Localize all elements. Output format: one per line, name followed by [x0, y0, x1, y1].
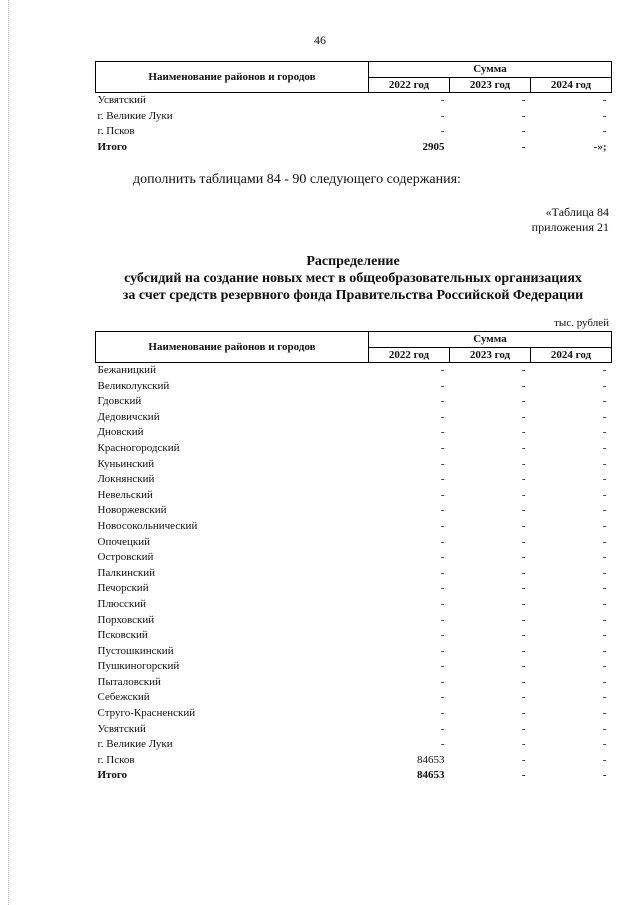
column-header-2023: 2023 год [450, 347, 531, 363]
heading-line-1: Распределение [306, 254, 400, 269]
cell-2023: - [521, 551, 526, 564]
cell-2024: - [602, 504, 607, 517]
cell-name: Великолукский [97, 379, 170, 392]
cell-name: Себежский [97, 691, 150, 704]
table-row [96, 706, 612, 722]
cell-name: Пушкиногорский [97, 660, 180, 673]
cell-2023: - [521, 441, 526, 454]
cell-name: Плюсский [97, 597, 147, 610]
cell-2024: - [602, 644, 607, 657]
cell-2022: - [440, 675, 445, 688]
table-row [96, 737, 612, 753]
table-row [96, 503, 612, 519]
cell-2023: - [521, 582, 526, 595]
cell-2023: - [521, 738, 526, 751]
cell-2024: - [602, 738, 607, 751]
cell-2022: - [440, 613, 445, 626]
cell-name: Пустошкинский [97, 644, 174, 657]
cell-2023: - [521, 395, 526, 408]
cell-2022: 84653 [417, 753, 445, 766]
cell-name: Псковский [97, 629, 148, 642]
table-total-row [96, 140, 612, 156]
table-body [96, 93, 612, 156]
cell-2023: - [521, 613, 526, 626]
column-header-2022: 2022 год [369, 77, 450, 93]
cell-name: Усвятский [97, 722, 146, 735]
table-row [96, 363, 612, 379]
table-row [96, 124, 612, 140]
cell-2023: - [521, 457, 526, 470]
column-header-2024: 2024 год [531, 347, 612, 363]
table-label-number: «Таблица 84 [545, 205, 609, 219]
cell-2022: - [440, 125, 445, 137]
cell-2023: - [521, 140, 526, 153]
cell-2023: - [521, 379, 526, 392]
cell-2024: - [602, 519, 607, 532]
table-row [96, 109, 612, 125]
table-row [96, 441, 612, 457]
cell-2022: - [440, 109, 445, 122]
cell-2024: -»; [593, 140, 607, 153]
table-total-row [96, 768, 612, 784]
cell-2022: - [440, 722, 445, 735]
cell-name: Островский [97, 551, 154, 564]
cell-2022: - [440, 629, 445, 642]
cell-name: Усвятский [97, 94, 146, 106]
table-row [96, 519, 612, 535]
cell-2022: 84653 [417, 769, 445, 782]
cell-2023: - [521, 426, 526, 439]
table-row [96, 644, 612, 660]
cell-2024: - [602, 379, 607, 392]
cell-2023: - [521, 94, 526, 106]
cell-2023: - [521, 629, 526, 642]
table-row [96, 753, 612, 769]
cell-2023: - [521, 109, 526, 122]
cell-2023: - [521, 488, 526, 501]
cell-2024: - [602, 629, 607, 642]
table-row [96, 535, 612, 551]
column-header-name: Наименование районов и городов [96, 62, 369, 93]
cell-2022: - [440, 660, 445, 673]
cell-2023: - [521, 504, 526, 517]
table-row [96, 550, 612, 566]
cell-name: г. Великие Луки [97, 109, 173, 122]
heading-line-2: субсидий на создание новых мест в общеобразовательных организациях [124, 271, 582, 286]
table-row [96, 394, 612, 410]
cell-2024: - [602, 597, 607, 610]
cell-name: Новосокольнический [97, 519, 198, 532]
column-header-2022: 2022 год [369, 347, 450, 363]
cell-2024: - [602, 691, 607, 704]
column-header-2023: 2023 год [450, 77, 531, 93]
cell-name: Дедовичский [97, 410, 160, 423]
cell-name: Бежаницкий [97, 364, 156, 376]
cell-name: Гдовский [97, 395, 142, 408]
cell-2023: - [521, 597, 526, 610]
column-header-name: Наименование районов и городов [96, 332, 369, 363]
cell-2024: - [602, 457, 607, 470]
cell-2022: - [440, 364, 445, 376]
cell-name: Локнянский [97, 473, 155, 486]
cell-name: Куньинский [97, 457, 155, 470]
cell-2024: - [602, 488, 607, 501]
heading-line-3: за счет средств резервного фонда Правительства Российской Федерации [122, 288, 584, 303]
table-continuation [95, 61, 612, 155]
cell-2024: - [602, 551, 607, 564]
cell-2022: - [440, 582, 445, 595]
cell-2022: - [440, 707, 445, 720]
cell-2024: - [602, 473, 607, 486]
cell-2022: - [440, 395, 445, 408]
table-84 [95, 331, 612, 784]
cell-2024: - [602, 707, 607, 720]
table-row [96, 457, 612, 473]
cell-2024: - [602, 613, 607, 626]
cell-2024: - [602, 125, 607, 137]
cell-2024: - [602, 660, 607, 673]
cell-2022: - [440, 551, 445, 564]
cell-2024: - [602, 364, 607, 376]
cell-2022: - [440, 473, 445, 486]
cell-2024: - [602, 722, 607, 735]
table-row [96, 581, 612, 597]
cell-2023: - [521, 473, 526, 486]
cell-2024: - [602, 410, 607, 423]
table-label-appendix: приложения 21 [531, 220, 609, 234]
cell-2022: - [440, 426, 445, 439]
cell-name: Струго-Красненский [97, 707, 196, 720]
cell-2022: - [440, 488, 445, 501]
cell-2022: - [440, 597, 445, 610]
cell-2024: - [602, 109, 607, 122]
column-header-sum: Сумма [369, 62, 612, 78]
table-row [96, 425, 612, 441]
cell-2023: - [521, 722, 526, 735]
cell-name: г. Великие Луки [97, 738, 173, 751]
cell-name: Невельский [97, 488, 153, 501]
table-row [96, 722, 612, 738]
page-number: 46 [314, 33, 326, 47]
table-row [96, 613, 612, 629]
cell-2024: - [602, 441, 607, 454]
table-body [96, 363, 612, 785]
cell-2024: - [602, 395, 607, 408]
cell-2023: - [521, 125, 526, 137]
amendment-text: дополнить таблицами 84 - 90 следующего содержания: [133, 172, 461, 187]
cell-2022: - [440, 441, 445, 454]
table-row [96, 472, 612, 488]
table-row [96, 690, 612, 706]
cell-2022: - [440, 644, 445, 657]
cell-name: Печорский [97, 582, 149, 595]
cell-name: Дновский [97, 426, 144, 439]
cell-2022: - [440, 457, 445, 470]
table-row [96, 488, 612, 504]
cell-2024: - [602, 675, 607, 688]
cell-2024: - [602, 566, 607, 579]
cell-2024: - [602, 426, 607, 439]
cell-name: Палкинский [97, 566, 156, 579]
cell-2023: - [521, 660, 526, 673]
cell-2023: - [521, 691, 526, 704]
cell-2022: - [440, 535, 445, 548]
table-row [96, 628, 612, 644]
cell-2024: - [602, 582, 607, 595]
cell-2023: - [521, 410, 526, 423]
cell-2022: - [440, 738, 445, 751]
cell-2023: - [521, 675, 526, 688]
cell-name: Порховский [97, 613, 155, 626]
table-row [96, 410, 612, 426]
cell-name: Опочецкий [97, 535, 150, 548]
cell-2022: - [440, 504, 445, 517]
table-row [96, 659, 612, 675]
cell-2022: - [440, 519, 445, 532]
cell-2022: - [440, 94, 445, 106]
table-row [96, 379, 612, 395]
page-left-edge-rule [8, 0, 9, 905]
cell-2023: - [521, 769, 526, 782]
cell-name: Итого [97, 140, 128, 153]
table-row [96, 93, 612, 109]
column-header-sum: Сумма [369, 332, 612, 348]
table-label [532, 205, 609, 235]
cell-name: Пыталовский [97, 675, 161, 688]
cell-2024: - [602, 753, 607, 766]
cell-2023: - [521, 364, 526, 376]
cell-name: Итого [97, 769, 128, 782]
column-header-2024: 2024 год [531, 77, 612, 93]
cell-2022: - [440, 566, 445, 579]
cell-name: г. Псков [97, 753, 135, 766]
cell-2023: - [521, 753, 526, 766]
cell-2022: - [440, 410, 445, 423]
cell-2023: - [521, 535, 526, 548]
cell-2024: - [602, 769, 607, 782]
cell-2023: - [521, 644, 526, 657]
cell-2024: - [602, 94, 607, 106]
cell-2024: - [602, 535, 607, 548]
cell-2023: - [521, 566, 526, 579]
table-row [96, 597, 612, 613]
cell-2023: - [521, 519, 526, 532]
cell-2023: - [521, 707, 526, 720]
table-row [96, 675, 612, 691]
cell-name: Новоржевский [97, 504, 167, 517]
cell-name: Красногородский [97, 441, 180, 454]
cell-2022: - [440, 379, 445, 392]
cell-name: г. Псков [97, 125, 135, 137]
table-row [96, 566, 612, 582]
cell-2022: 2905 [422, 140, 445, 153]
units-label: тыс. рублей [554, 317, 609, 329]
cell-2022: - [440, 691, 445, 704]
document-heading [95, 253, 611, 304]
